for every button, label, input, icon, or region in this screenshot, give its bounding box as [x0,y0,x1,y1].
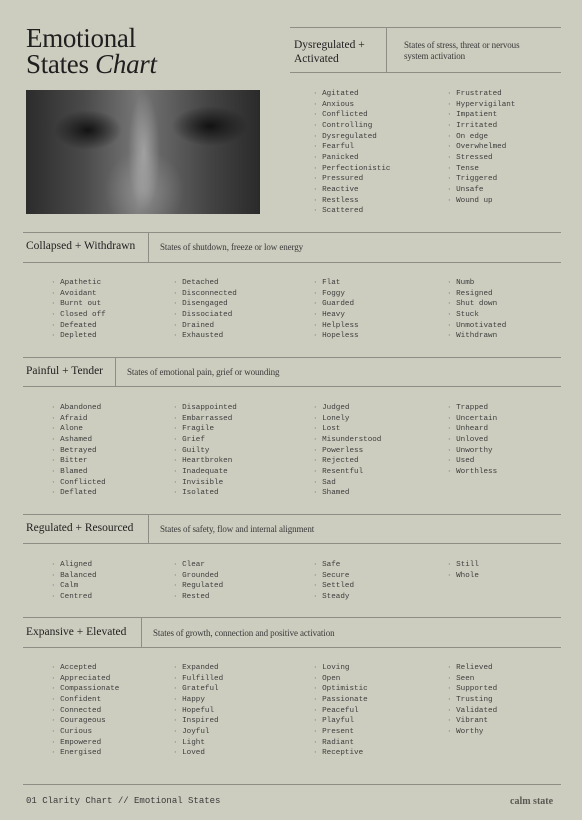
divider [290,72,561,73]
word-item: · Passionate [313,695,368,706]
word-item: · Defeated [51,321,106,332]
word-item: · Misunderstood [313,435,381,446]
word-list [447,89,515,206]
moody-portrait-image [26,90,260,214]
word-item: · Deflated [51,488,106,499]
word-list [447,663,497,738]
word-item: · Apathetic [51,278,106,289]
word-item: · Compassionate [51,684,119,695]
word-item: · Hopeless [313,331,359,342]
word-item: · Hopeful [173,706,223,717]
word-item: · Heartbroken [173,456,237,467]
divider [23,357,561,358]
word-item: · Happy [173,695,223,706]
word-item: · Energised [51,748,119,759]
word-item: · Lonely [313,414,381,425]
divider [115,357,116,386]
section-description-painful: States of emotional pain, grief or wounding [127,367,280,377]
word-item: · Perfectionistic [313,164,390,175]
word-item: · Accepted [51,663,119,674]
word-item: · Grateful [173,684,223,695]
divider [141,617,142,647]
word-item: · Grief [173,435,237,446]
word-item: · Resentful [313,467,381,478]
word-item: · Fragile [173,424,237,435]
word-item: · Disconnected [173,289,237,300]
word-item: · Secure [313,571,354,582]
word-item: · Irritated [447,121,515,132]
word-list [173,278,237,342]
word-item: · Stuck [447,310,506,321]
word-item: · Regulated [173,581,223,592]
word-item: · Balanced [51,571,97,582]
word-item: · Curious [51,727,119,738]
word-item: · Uncertain [447,414,497,425]
word-item: · Hypervigilant [447,100,515,111]
word-item: · Loving [313,663,368,674]
word-item: · Unloved [447,435,497,446]
word-item: · Flat [313,278,359,289]
section-title-regulated: Regulated + Resourced [26,522,134,534]
word-item: · Expanded [173,663,223,674]
word-item: · Empowered [51,738,119,749]
word-item: · Panicked [313,153,390,164]
divider [290,27,561,28]
divider [148,232,149,262]
word-item: · Anxious [313,100,390,111]
word-item: · Peaceful [313,706,368,717]
divider [23,543,561,544]
word-item: · Disappointed [173,403,237,414]
word-item: · Judged [313,403,381,414]
word-item: · Fulfilled [173,674,223,685]
word-item: · Grounded [173,571,223,582]
footer-caption: 01 Clarity Chart // Emotional States [26,796,221,806]
word-item: · Restless [313,196,390,207]
word-item: · Settled [313,581,354,592]
word-list [173,403,237,499]
word-item: · Pressured [313,174,390,185]
word-item: · Unheard [447,424,497,435]
word-item: · Whole [447,571,479,582]
section-title-expansive: Expansive + Elevated [26,626,127,638]
word-item: · Stressed [447,153,515,164]
word-item: · Invisible [173,478,237,489]
word-list [51,403,106,499]
word-item: · Trapped [447,403,497,414]
word-item: · Fearful [313,142,390,153]
title-italic: Chart [95,49,157,79]
title-line-1: Emotional [26,23,136,53]
word-item: · Light [173,738,223,749]
divider [23,647,561,648]
word-item: · Appreciated [51,674,119,685]
section-description-regulated: States of safety, flow and internal alignment [160,524,315,534]
word-list [313,560,354,603]
word-item: · Shamed [313,488,381,499]
divider [23,784,561,785]
section-title-dysregulated: Dysregulated + Activated [294,39,365,65]
word-item: · Disengaged [173,299,237,310]
word-list [51,278,106,342]
divider [23,232,561,233]
word-item: · Present [313,727,368,738]
word-item: · Tense [447,164,515,175]
section-description-collapsed: States of shutdown, freeze or low energy [160,242,304,252]
word-item: · Exhausted [173,331,237,342]
word-list [51,560,97,603]
title-line-2: States Chart [26,49,157,79]
word-item: · Joyful [173,727,223,738]
word-item: · Loved [173,748,223,759]
word-list [173,663,223,759]
divider [23,386,561,387]
word-item: · Inadequate [173,467,237,478]
section-description-expansive: States of growth, connection and positive activation [153,628,335,638]
word-item: · Overwhelmed [447,142,515,153]
word-item: · Bitter [51,456,106,467]
word-item: · Rested [173,592,223,603]
word-item: · Relieved [447,663,497,674]
section-title-painful: Painful + Tender [26,365,104,377]
word-list [447,403,497,478]
word-item: · Validated [447,706,497,717]
word-item: · Conflicted [51,478,106,489]
divider [148,514,149,543]
word-list [313,278,359,342]
word-list [313,403,381,499]
word-item: · Safe [313,560,354,571]
word-item: · Connected [51,706,119,717]
word-item: · Courageous [51,716,119,727]
word-item: · Unworthy [447,446,497,457]
word-item: · Betrayed [51,446,106,457]
word-item: · Open [313,674,368,685]
word-item: · Optimistic [313,684,368,695]
word-item: · Vibrant [447,716,497,727]
word-item: · Dissociated [173,310,237,321]
word-item: · Heavy [313,310,359,321]
word-item: · Isolated [173,488,237,499]
word-item: · Closed off [51,310,106,321]
word-item: · Ashamed [51,435,106,446]
divider [386,27,387,72]
word-item: · Depleted [51,331,106,342]
word-item: · Blamed [51,467,106,478]
divider [23,262,561,263]
brand-logo: calm state [510,796,554,807]
word-item: · Helpless [313,321,359,332]
word-item: · Numb [447,278,506,289]
word-item: · Triggered [447,174,515,185]
word-list [51,663,119,759]
word-item: · Centred [51,592,97,603]
word-item: · Embarrassed [173,414,237,425]
word-item: · Lost [313,424,381,435]
word-item: · Still [447,560,479,571]
word-item: · Steady [313,592,354,603]
word-item: · Frustrated [447,89,515,100]
word-item: · Afraid [51,414,106,425]
word-item: · Seen [447,674,497,685]
word-item: · Conflicted [313,110,390,121]
word-item: · Used [447,456,497,467]
word-item: · Foggy [313,289,359,300]
word-item: · Shut down [447,299,506,310]
word-item: · Abandoned [51,403,106,414]
word-list [313,89,390,217]
word-item: · Detached [173,278,237,289]
word-item: · Dysregulated [313,132,390,143]
word-item: · Wound up [447,196,515,207]
word-item: · Avoidant [51,289,106,300]
word-item: · Receptive [313,748,368,759]
word-list [313,663,368,759]
word-item: · Calm [51,581,97,592]
word-item: · Inspired [173,716,223,727]
divider [23,617,561,618]
word-item: · Agitated [313,89,390,100]
word-item: · Confident [51,695,119,706]
word-item: · Unsafe [447,185,515,196]
word-item: · Guilty [173,446,237,457]
word-item: · Reactive [313,185,390,196]
word-item: · Powerless [313,446,381,457]
word-item: · Scattered [313,206,390,217]
word-item: · Rejected [313,456,381,467]
section-title-collapsed: Collapsed + Withdrawn [26,240,136,252]
word-item: · Worthy [447,727,497,738]
word-item: · Alone [51,424,106,435]
word-item: · Radiant [313,738,368,749]
word-item: · Playful [313,716,368,727]
divider [23,514,561,515]
word-item: · Supported [447,684,497,695]
word-item: · Sad [313,478,381,489]
word-item: · Trusting [447,695,497,706]
word-item: · Clear [173,560,223,571]
word-item: · Unmotivated [447,321,506,332]
word-item: · Aligned [51,560,97,571]
word-item: · Worthless [447,467,497,478]
word-list [447,560,479,581]
word-item: · Resigned [447,289,506,300]
word-list [447,278,506,342]
word-item: · Burnt out [51,299,106,310]
word-item: · On edge [447,132,515,143]
section-description-dysregulated: States of stress, threat or nervous system activation [404,40,520,61]
word-item: · Drained [173,321,237,332]
word-item: · Guarded [313,299,359,310]
word-item: · Impatient [447,110,515,121]
page-title [26,25,157,77]
word-list [173,560,223,603]
word-item: · Withdrawn [447,331,506,342]
word-item: · Controlling [313,121,390,132]
